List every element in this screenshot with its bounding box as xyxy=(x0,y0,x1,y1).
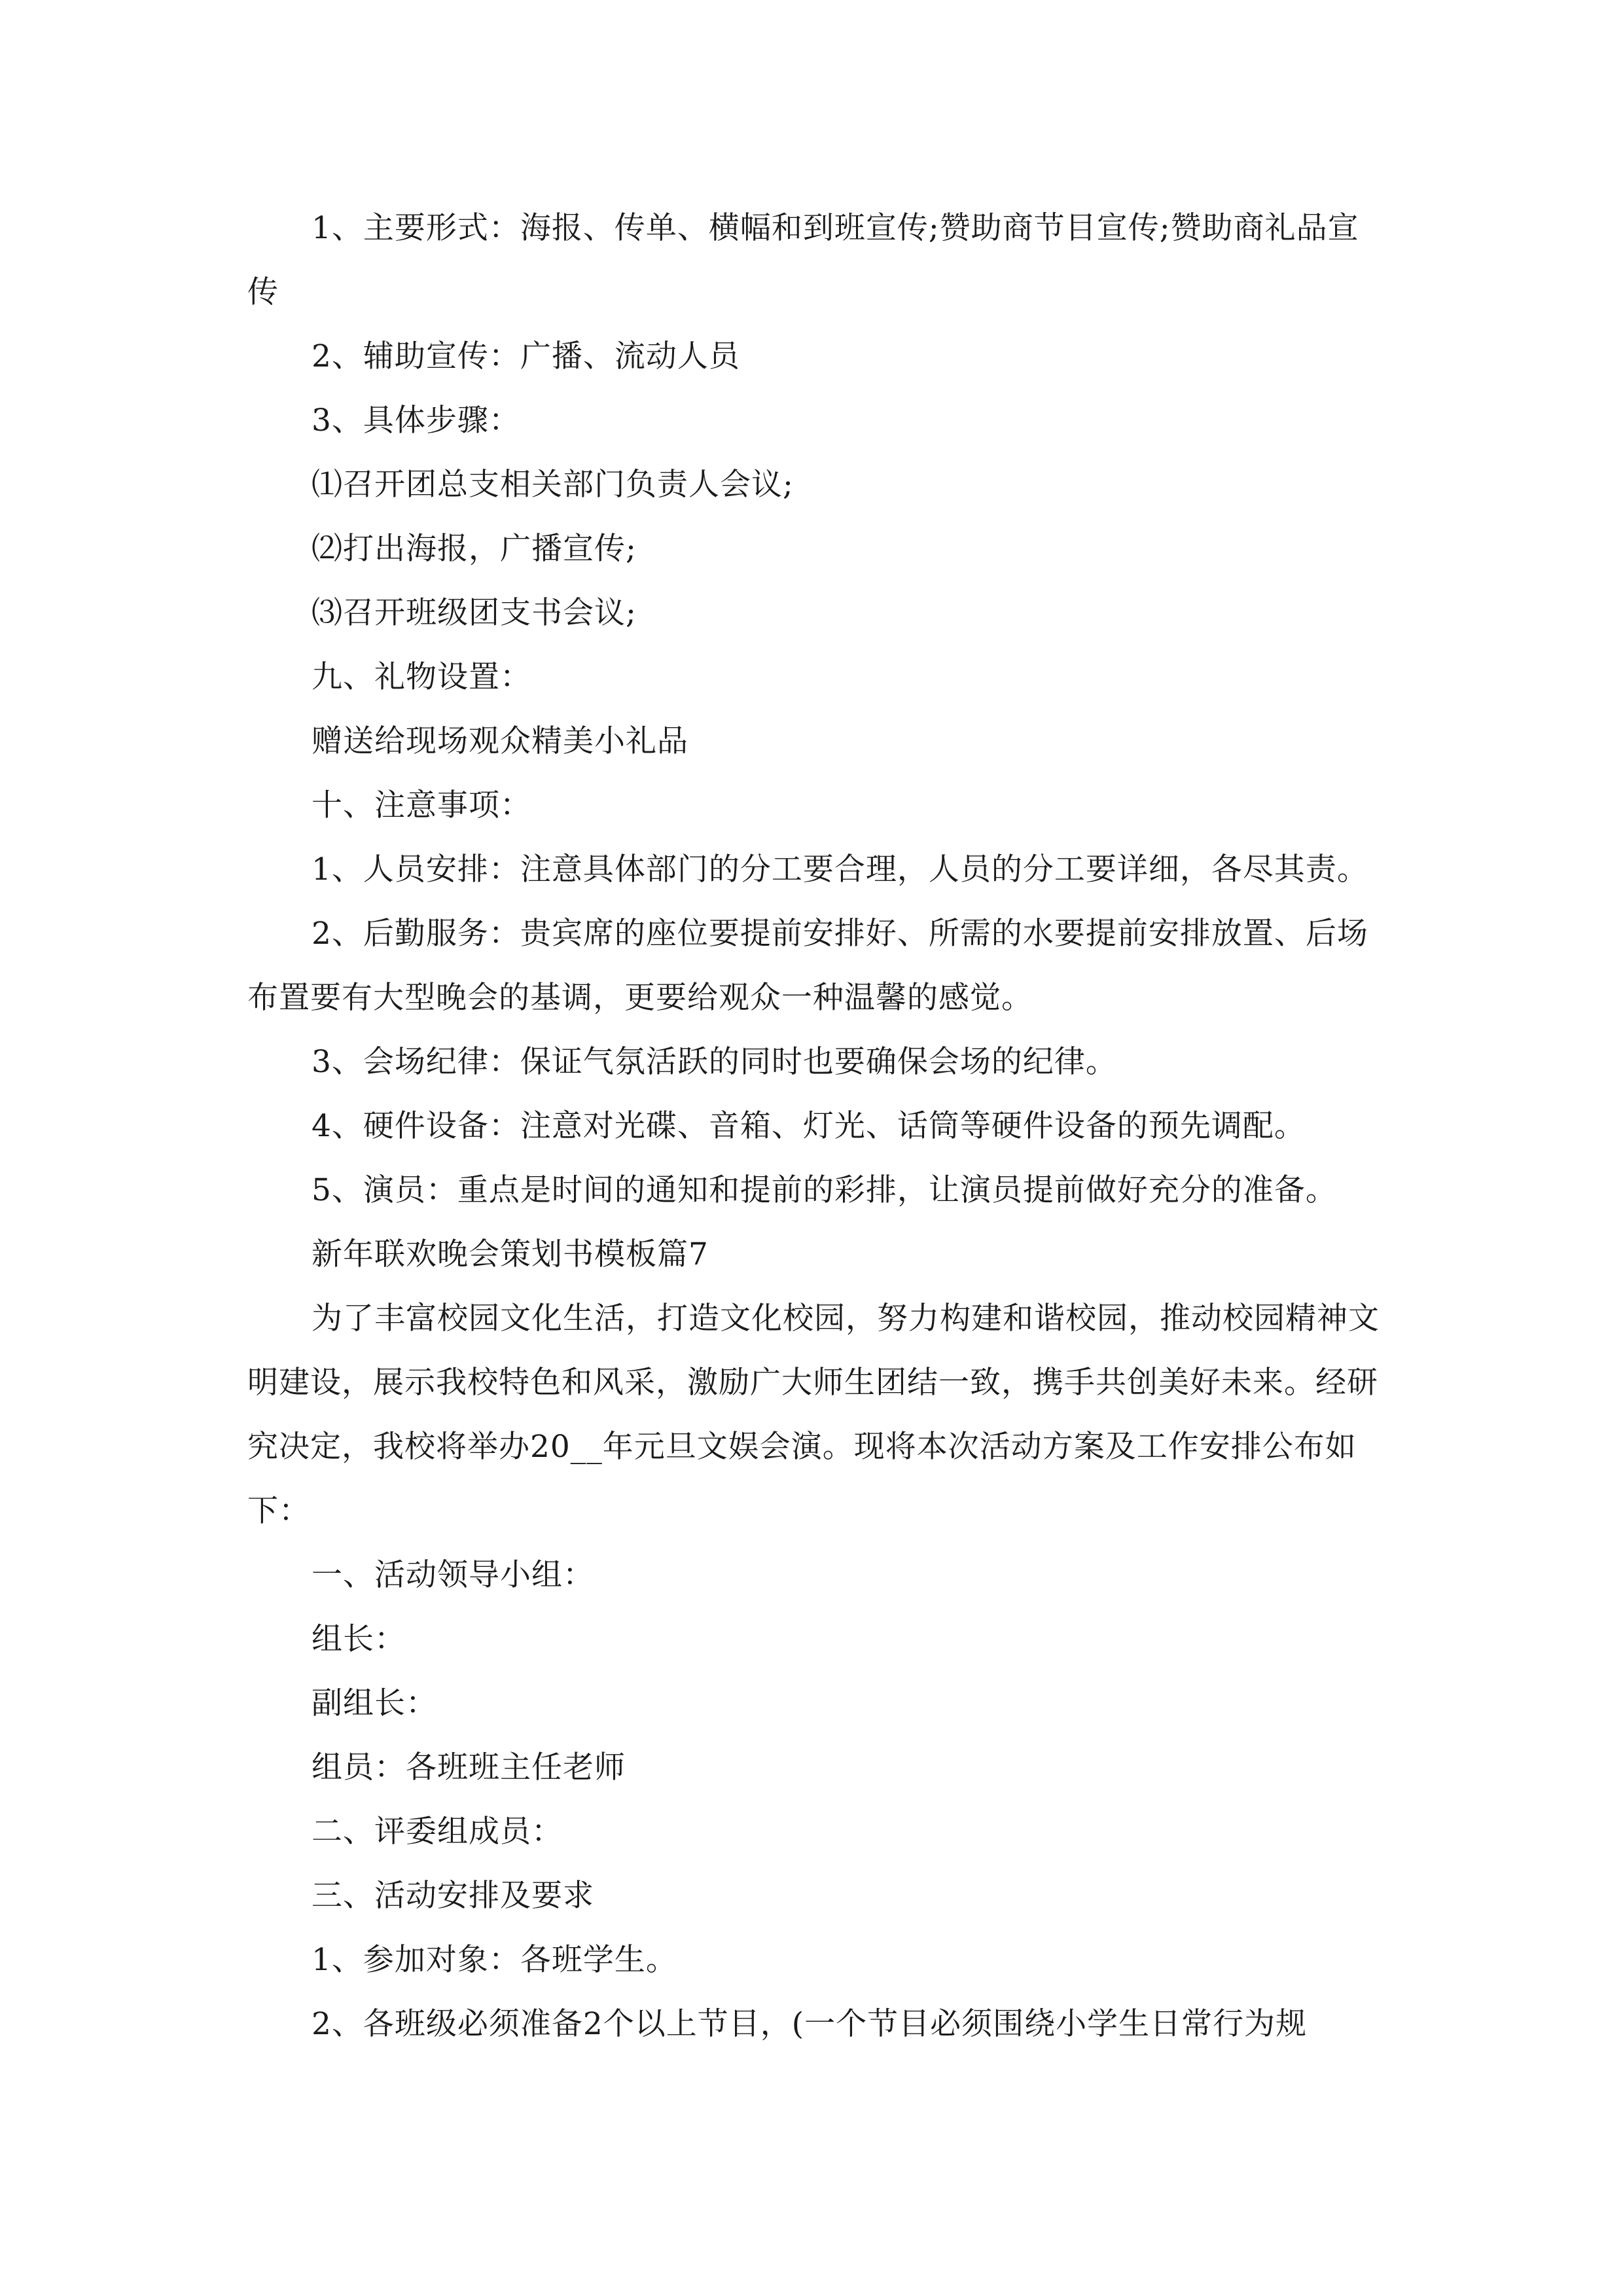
section-heading: 九、礼物设置： xyxy=(312,659,531,695)
paragraph: 4、硬件设备：注意对光碟、音箱、灯光、话筒等硬件设备的预先调配。 xyxy=(312,1108,1306,1144)
section-heading: 二、评委组成员： xyxy=(312,1814,563,1850)
paragraph: 组员：各班班主任老师 xyxy=(312,1749,626,1785)
article-title: 新年联欢晚会策划书模板篇7 xyxy=(312,1236,709,1272)
paragraph: ⑴召开团总支相关部门负责人会议; xyxy=(312,467,794,503)
paragraph: 为了丰富校园文化生活，打造文化校园，努力构建和谐校园，推动校园精神文明建设，展示我校特色和风采，激励广大师生团结一致，携手共创美好未来。经研究决定，我校将举办20__年元旦文娱会演。现将本次活动方案及工作安排公布如下： xyxy=(247,1300,1380,1529)
paragraph: 3、具体步骤： xyxy=(312,403,520,439)
paragraph: 赠送给现场观众精美小礼品 xyxy=(312,723,688,759)
paragraph: 5、演员：重点是时间的通知和提前的彩排，让演员提前做好充分的准备。 xyxy=(312,1172,1337,1208)
paragraph: 2、后勤服务：贵宾席的座位要提前安排好、所需的水要提前安排放置、后场布置要有大型晚会的基调，更要给观众一种温馨的感觉。 xyxy=(247,916,1368,1016)
paragraph: 1、参加对象：各班学生。 xyxy=(312,1942,677,1978)
paragraph: 2、辅助宣传：广播、流动人员 xyxy=(312,338,740,374)
section-heading: 一、活动领导小组： xyxy=(312,1557,594,1593)
document-body xyxy=(247,196,1383,2056)
paragraph: 组长： xyxy=(312,1621,406,1657)
paragraph: ⑵打出海报，广播宣传; xyxy=(312,531,637,567)
paragraph: 2、各班级必须准备2个以上节目，(一个节目必须围绕小学生日常行为规 xyxy=(312,2006,1308,2042)
paragraph: 1、主要形式：海报、传单、横幅和到班宣传;赞助商节目宣传;赞助商礼品宣传 xyxy=(247,210,1359,310)
paragraph: 副组长： xyxy=(312,1685,437,1721)
section-heading: 十、注意事项： xyxy=(312,787,531,823)
paragraph: ⑶召开班级团支书会议; xyxy=(312,595,637,631)
paragraph: 3、会场纪律：保证气氛活跃的同时也要确保会场的纪律。 xyxy=(312,1044,1117,1080)
paragraph: 1、人员安排：注意具体部门的分工要合理，人员的分工要详细，各尽其责。 xyxy=(312,852,1368,888)
section-heading: 三、活动安排及要求 xyxy=(312,1878,594,1914)
